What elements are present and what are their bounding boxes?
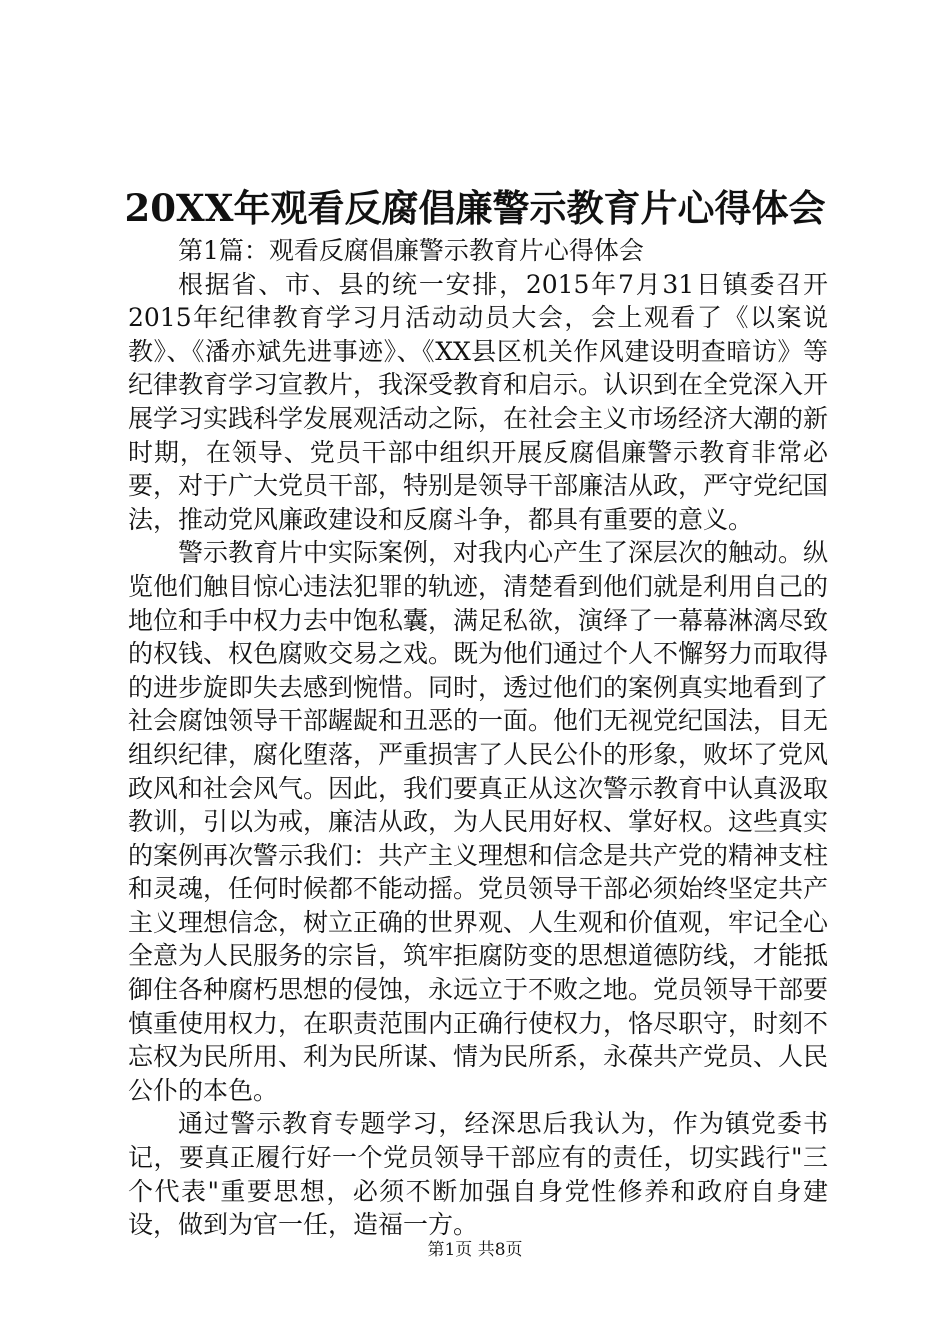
page-footer: 第1页 共8页 [427, 1240, 523, 1260]
document-title: 20XX年观看反腐倡廉警示教育片心得体会 [124, 186, 826, 230]
paragraph-1: 根据省、市、县的统一安排，2015年7月31日镇委召开2015年纪律教育学习月活动动员大会，会上观看了《以案说教》、《潘亦斌先进事迹》、《XX县区机关作风建设明查暗访》等纪律教育学习宣教片，我深受教育和启示。认识到在全党深入开展学习实践科学发展观活动之际，在社会主义市场经济大潮的新时期，在领导、党员干部中组织开展反腐倡廉警示教育非常必要，对于广大党员干部，特别是领导干部廉洁从政，严守党纪国法，推动党风廉政建设和反腐斗争，都具有重要的意义。 [128, 269, 829, 534]
section-heading: 第1篇：观看反腐倡廉警示教育片心得体会 [178, 236, 644, 265]
paragraph-3: 通过警示教育专题学习，经深思后我认为，作为镇党委书记，要真正履行好一个党员领导干部应有的责任，切实践行"三个代表"重要思想，必须不断加强自身党性修养和政府自身建设，做到为官一任，造福一方。 [128, 1109, 828, 1240]
paragraph-2: 警示教育片中实际案例，对我内心产生了深层次的触动。纵览他们触目惊心违法犯罪的轨迹，清楚看到他们就是利用自己的地位和手中权力去中饱私囊，满足私欲，演绎了一幕幕淋漓尽致的权钱、权色腐败交易之戏。既为他们通过个人不懈努力而取得的进步旋即失去感到惋惜。同时，透过他们的案例真实地看到了社会腐蚀领导干部龌龊和丑恶的一面。他们无视党纪国法，目无组织纪律，腐化堕落，严重损害了人民公仆的形象，败坏了党风政风和社会风气。因此，我们要真正从这次警示教育中认真汲取教训，引以为戒，廉洁从政，为人民用好权、掌好权。这些真实的案例再次警示我们：共产主义理想和信念是共产党的精神支柱和灵魂，任何时候都不能动摇。党员领导干部必须始终坚定共产主义理想信念，树立正确的世界观、人生观和价值观，牢记全心全意为人民服务的宗旨，筑牢拒腐防变的思想道德防线，才能抵御住各种腐朽思想的侵蚀，永远立于不败之地。党员领导干部要慎重使用权力，在职责范围内正确行使权力，恪尽职守，时刻不忘权为民所用、利为民所谋、情为民所系，永葆共产党员、人民公仆的本色。 [128, 538, 829, 1105]
document-body [128, 234, 828, 1242]
